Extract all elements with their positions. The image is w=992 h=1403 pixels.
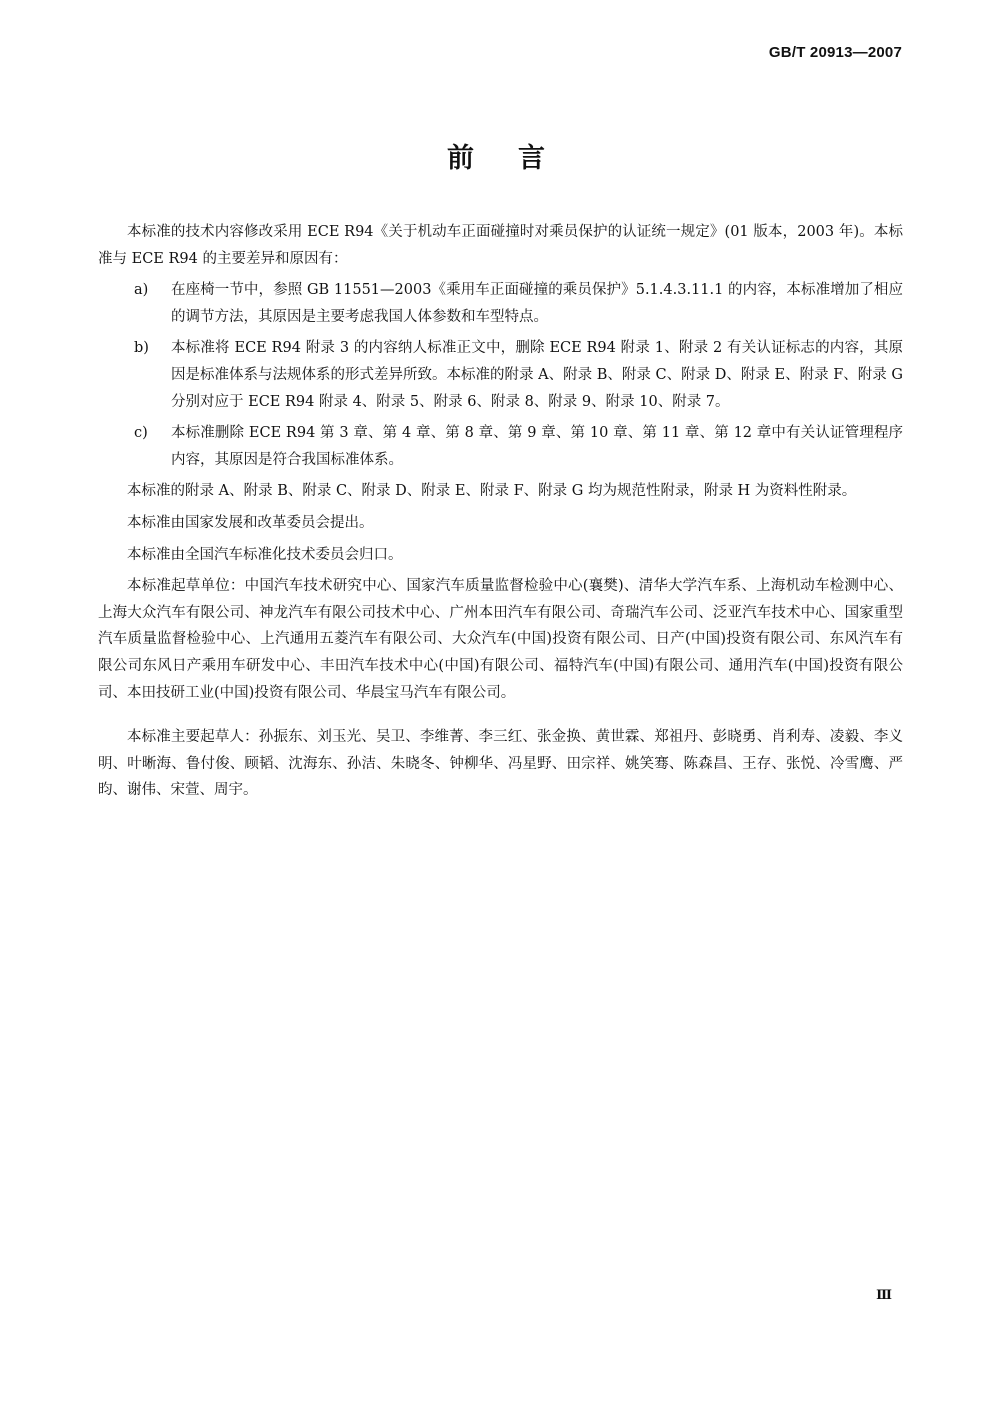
list-item-marker: a) [134, 282, 149, 299]
page-title: 前言 [447, 143, 589, 174]
standard-number: GB/T 20913—2007 [768, 44, 902, 61]
differences-list [98, 277, 903, 473]
drafting-units-paragraph: 本标准起草单位：中国汽车技术研究中心、国家汽车质量监督检验中心(襄樊)、清华大学汽车系、上海机动车检测中心、上海大众汽车有限公司、神龙汽车有限公司技术中心、广州本田汽车有限公司、奇瑞汽车公司、泛亚汽车技术中心、国家重型汽车质量监督检验中心、上汽通用五菱汽车有限公司、大众汽车(中国)投资有限公司、日产(中国)投资有限公司、东风汽车有限公司东风日产乘用车研发中心、丰田汽车技术中心(中国)有限公司、福特汽车(中国)有限公司、通用汽车(中国)投资有限公司、本田技研工业(中国)投资有限公司、华晨宝马汽车有限公司。 [98, 578, 903, 701]
managed-by-paragraph: 本标准由全国汽车标准化技术委员会归口。 [127, 546, 403, 563]
list-item [98, 277, 903, 330]
list-item-text: 在座椅一节中，参照 GB 11551—2003《乘用车正面碰撞的乘员保护》5.1.4.3.11.1 的内容，本标准增加了相应的调节方法，其原因是主要考虑我国人体参数和车型特点。 [171, 282, 903, 325]
list-item-text: 本标准将 ECE R94 附录 3 的内容纳人标准正文中，删除 ECE R94 附录 1、附录 2 有关认证标志的内容，其原因是标准体系与法规体系的形式差异所致。本标准的附录 A、附录 B、附录 C、附录 D、附录 E、附录 F、附录 G 分别对应于 ECE R94 附录 4、附录 5、附录 6、附录 8、附录 9、附录 10、附录 7。 [171, 340, 903, 410]
main-drafters-paragraph: 本标准主要起草人：孙振东、刘玉光、吴卫、李维菁、李三红、张金换、黄世霖、郑祖丹、彭晓勇、肖利寿、凌毅、李义明、叶晰海、鲁付俊、顾韬、沈海东、孙洁、朱晓冬、钟柳华、冯星野、田宗祥、姚笑骞、陈森昌、王存、张悦、冷雪鹰、严昀、谢伟、宋萱、周宇。 [98, 729, 903, 799]
page-number: Ⅲ [876, 1288, 892, 1303]
list-item [98, 335, 903, 415]
annex-note-paragraph: 本标准的附录 A、附录 B、附录 C、附录 D、附录 E、附录 F、附录 G 均为规范性附录，附录 H 为资料性附录。 [127, 483, 857, 500]
list-item [98, 420, 903, 473]
foreword-body [98, 219, 903, 804]
list-item-marker: b) [134, 340, 149, 357]
list-item-text: 本标准删除 ECE R94 第 3 章、第 4 章、第 8 章、第 9 章、第 10 章、第 11 章、第 12 章中有关认证管理程序内容，其原因是符合我国标准体系。 [171, 425, 903, 468]
list-item-marker: c) [134, 425, 148, 442]
proposed-by-paragraph: 本标准由国家发展和改革委员会提出。 [127, 514, 374, 531]
intro-paragraph: 本标准的技术内容修改采用 ECE R94《关于机动车正面碰撞时对乘员保护的认证统一规定》(01 版本，2003 年)。本标准与 ECE R94 的主要差异和原因有： [98, 224, 903, 267]
